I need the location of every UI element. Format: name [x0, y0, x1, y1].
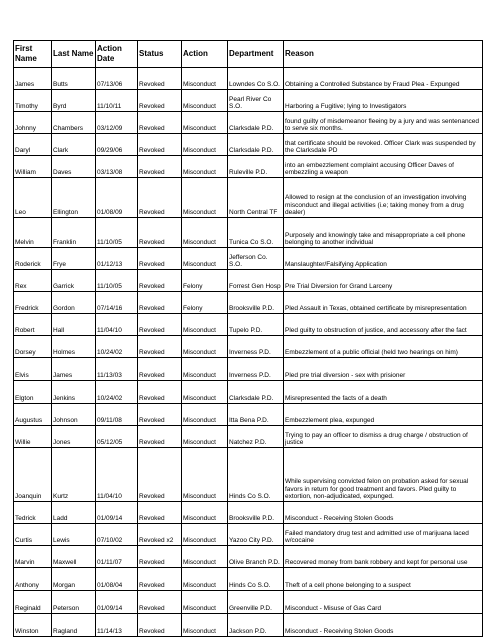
last-name-cell: Ellington	[52, 178, 96, 218]
table-row	[14, 404, 483, 426]
reason-cell: Embezzlement of a public official (held two hearings on him)	[284, 336, 483, 358]
department-cell: Forrest Gen Hosp	[228, 270, 284, 292]
last-name-cell: James	[52, 358, 96, 381]
action-cell: Misconduct	[182, 546, 228, 568]
first-name-cell: Dorsey	[14, 336, 52, 358]
department-cell: Brooksville P.D.	[228, 292, 284, 314]
action-cell: Misconduct	[182, 358, 228, 381]
table-row	[14, 292, 483, 314]
reason-cell: Embezzlement plea, expunged	[284, 404, 483, 426]
department-cell: Olive Branch P.D.	[228, 546, 284, 568]
revocation-table	[13, 40, 483, 637]
action-cell: Felony	[182, 270, 228, 292]
reason-cell: into an embezzlement complaint accusing Officer Daves of embezzling a weapon	[284, 156, 483, 178]
table-row	[14, 614, 483, 637]
action-cell: Misconduct	[182, 502, 228, 524]
first-name-cell: Timothy	[14, 90, 52, 112]
last-name-cell: Garrick	[52, 270, 96, 292]
department-cell: Yazoo City P.D.	[228, 524, 284, 546]
action-date-cell: 01/08/09	[96, 178, 138, 218]
reason-cell: Purposely and knowingly take and misappropriate a cell phone belonging to another individual	[284, 218, 483, 248]
table-row	[14, 336, 483, 358]
action-date-cell: 01/11/07	[96, 546, 138, 568]
status-cell: Revoked	[138, 314, 182, 336]
status-cell: Revoked	[138, 156, 182, 178]
first-name-cell: Roderick	[14, 248, 52, 270]
last-name-cell: Kurtz	[52, 448, 96, 502]
first-name-cell: Reginald	[14, 591, 52, 614]
status-cell: Revoked	[138, 292, 182, 314]
department-cell: Clarksdale P.D.	[228, 112, 284, 134]
action-cell: Misconduct	[182, 336, 228, 358]
action-cell: Misconduct	[182, 178, 228, 218]
department-cell: Brooksville P.D.	[228, 502, 284, 524]
reason-cell: While supervising convicted felon on probation asked for sexual favors in return for good treatment and favors. Pled guilty to extortion, non-adjudicated, expunged.	[284, 448, 483, 502]
status-cell: Revoked	[138, 404, 182, 426]
reason-cell: Theft of a cell phone belonging to a suspect	[284, 568, 483, 591]
status-cell: Revoked	[138, 112, 182, 134]
reason-cell: Manslaughter/Falsifying Application	[284, 248, 483, 270]
status-cell: Revoked	[138, 270, 182, 292]
table-row	[14, 112, 483, 134]
action-cell: Misconduct	[182, 156, 228, 178]
last-name-cell: Ladd	[52, 502, 96, 524]
status-cell: Revoked	[138, 134, 182, 156]
action-cell: Misconduct	[182, 426, 228, 448]
action-cell: Misconduct	[182, 90, 228, 112]
reason-cell: found guilty of misdemeanor fleeing by a jury and was sentenanced to serve six months.	[284, 112, 483, 134]
reason-cell: Pre Trial Diversion for Grand Larceny	[284, 270, 483, 292]
action-date-cell: 01/08/04	[96, 568, 138, 591]
status-cell: Revoked	[138, 178, 182, 218]
first-name-cell: Marvin	[14, 546, 52, 568]
department-cell: Hinds Co S.O.	[228, 448, 284, 502]
action-date-cell: 10/24/02	[96, 336, 138, 358]
reason-cell: Obtaining a Controlled Substance by Fraud Plea - Expunged	[284, 68, 483, 90]
action-cell: Misconduct	[182, 134, 228, 156]
action-cell: Misconduct	[182, 404, 228, 426]
table-row	[14, 134, 483, 156]
first-name-cell: Willie	[14, 426, 52, 448]
action-cell: Misconduct	[182, 614, 228, 637]
last-name-cell: Butts	[52, 68, 96, 90]
department-cell: Inverness P.D.	[228, 358, 284, 381]
reason-cell: Failed mandatory drug test and admitted use of marijuana laced w/cocaine	[284, 524, 483, 546]
action-date-cell: 01/09/14	[96, 502, 138, 524]
action-date-cell: 11/14/13	[96, 614, 138, 637]
first-name-cell: Fredrick	[14, 292, 52, 314]
table-row	[14, 568, 483, 591]
last-name-cell: Jones	[52, 426, 96, 448]
last-name-cell: Hall	[52, 314, 96, 336]
department-cell: Greenville P.D.	[228, 591, 284, 614]
status-cell: Revoked	[138, 568, 182, 591]
first-name-cell: Elvis	[14, 358, 52, 381]
action-cell: Misconduct	[182, 248, 228, 270]
department-cell: Lowndes Co S.O.	[228, 68, 284, 90]
first-name-cell: Melvin	[14, 218, 52, 248]
action-date-cell: 05/12/05	[96, 426, 138, 448]
reason-cell: Trying to pay an officer to dismiss a drug charge / obstruction of justice	[284, 426, 483, 448]
first-name-cell: Joanquin	[14, 448, 52, 502]
status-cell: Revoked	[138, 358, 182, 381]
header-action-date: Action Date	[96, 41, 138, 68]
last-name-cell: Maxwell	[52, 546, 96, 568]
action-cell: Misconduct	[182, 68, 228, 90]
department-cell: Jefferson Co. S.O.	[228, 248, 284, 270]
table-row	[14, 591, 483, 614]
table-row	[14, 448, 483, 502]
first-name-cell: Anthony	[14, 568, 52, 591]
table-row	[14, 426, 483, 448]
department-cell: Tunica Co S.O.	[228, 218, 284, 248]
table-row	[14, 546, 483, 568]
reason-cell: Misconduct - Receiving Stolen Goods	[284, 614, 483, 637]
header-row	[14, 41, 483, 68]
department-cell: Tupelo P.D.	[228, 314, 284, 336]
status-cell: Revoked	[138, 248, 182, 270]
first-name-cell: Robert	[14, 314, 52, 336]
action-date-cell: 11/10/05	[96, 218, 138, 248]
department-cell: Itta Bena P.D.	[228, 404, 284, 426]
department-cell: Clarksdale P.D.	[228, 134, 284, 156]
header-status: Status	[138, 41, 182, 68]
status-cell: Revoked	[138, 381, 182, 404]
last-name-cell: Ragland	[52, 614, 96, 637]
action-cell: Felony	[182, 292, 228, 314]
table-row	[14, 218, 483, 248]
status-cell: Revoked	[138, 591, 182, 614]
action-date-cell: 11/10/11	[96, 90, 138, 112]
department-cell: North Central TF	[228, 178, 284, 218]
last-name-cell: Peterson	[52, 591, 96, 614]
last-name-cell: Franklin	[52, 218, 96, 248]
action-date-cell: 09/29/06	[96, 134, 138, 156]
status-cell: Revoked	[138, 502, 182, 524]
department-cell: Ruleville P.D.	[228, 156, 284, 178]
action-date-cell: 07/14/16	[96, 292, 138, 314]
table-row	[14, 502, 483, 524]
department-cell: Hinds Co S.O.	[228, 568, 284, 591]
first-name-cell: Elgton	[14, 381, 52, 404]
action-cell: Misconduct	[182, 218, 228, 248]
last-name-cell: Gordon	[52, 292, 96, 314]
status-cell: Revoked	[138, 90, 182, 112]
action-date-cell: 11/10/05	[96, 270, 138, 292]
first-name-cell: Augustus	[14, 404, 52, 426]
header-reason: Reason	[284, 41, 483, 68]
last-name-cell: Frye	[52, 248, 96, 270]
reason-cell: that certificate should be revoked. Officer Clark was suspended by the Clarksdale PD	[284, 134, 483, 156]
action-date-cell: 01/09/14	[96, 591, 138, 614]
table-row	[14, 314, 483, 336]
action-cell: Misconduct	[182, 314, 228, 336]
action-date-cell: 11/04/10	[96, 314, 138, 336]
department-cell: Jackson P.D.	[228, 614, 284, 637]
status-cell: Revoked	[138, 336, 182, 358]
revocation-document	[13, 40, 482, 637]
action-date-cell: 11/04/10	[96, 448, 138, 502]
header-action: Action	[182, 41, 228, 68]
action-cell: Misconduct	[182, 568, 228, 591]
reason-cell: Pled Assault in Texas, obtained certificate by misrepresentation	[284, 292, 483, 314]
last-name-cell: Clark	[52, 134, 96, 156]
table-row	[14, 178, 483, 218]
header-department: Department	[228, 41, 284, 68]
status-cell: Revoked	[138, 218, 182, 248]
first-name-cell: Curtis	[14, 524, 52, 546]
header-last-name: Last Name	[52, 41, 96, 68]
action-date-cell: 07/10/02	[96, 524, 138, 546]
reason-cell: Misconduct - Misuse of Gas Card	[284, 591, 483, 614]
first-name-cell: Johnny	[14, 112, 52, 134]
first-name-cell: Winston	[14, 614, 52, 637]
header-first-name: First Name	[14, 41, 52, 68]
last-name-cell: Holmes	[52, 336, 96, 358]
action-date-cell: 07/13/06	[96, 68, 138, 90]
department-cell: Inverness P.D.	[228, 336, 284, 358]
table-row	[14, 248, 483, 270]
reason-cell: Misconduct - Receiving Stolen Goods	[284, 502, 483, 524]
status-cell: Revoked	[138, 614, 182, 637]
status-cell: Revoked x2	[138, 524, 182, 546]
action-cell: Misconduct	[182, 524, 228, 546]
last-name-cell: Daves	[52, 156, 96, 178]
last-name-cell: Jenkins	[52, 381, 96, 404]
last-name-cell: Lewis	[52, 524, 96, 546]
status-cell: Revoked	[138, 68, 182, 90]
status-cell: Revoked	[138, 426, 182, 448]
table-row	[14, 156, 483, 178]
first-name-cell: Leo	[14, 178, 52, 218]
reason-cell: Misrepresented the facts of a death	[284, 381, 483, 404]
action-date-cell: 11/13/03	[96, 358, 138, 381]
action-date-cell: 09/11/08	[96, 404, 138, 426]
table-row	[14, 358, 483, 381]
first-name-cell: Daryl	[14, 134, 52, 156]
action-date-cell: 03/12/09	[96, 112, 138, 134]
department-cell: Natchez P.D.	[228, 426, 284, 448]
department-cell: Clarksdale P.D.	[228, 381, 284, 404]
table-row	[14, 524, 483, 546]
last-name-cell: Chambers	[52, 112, 96, 134]
first-name-cell: Tedrick	[14, 502, 52, 524]
reason-cell: Pled pre trial diversion - sex with prisioner	[284, 358, 483, 381]
department-cell: Pearl River Co S.O.	[228, 90, 284, 112]
table-row	[14, 68, 483, 90]
action-date-cell: 03/13/08	[96, 156, 138, 178]
status-cell: Revoked	[138, 546, 182, 568]
action-cell: Misconduct	[182, 112, 228, 134]
action-date-cell: 01/12/13	[96, 248, 138, 270]
last-name-cell: Byrd	[52, 90, 96, 112]
reason-cell: Pled guilty to obstruction of justice, and accessory after the fact	[284, 314, 483, 336]
last-name-cell: Johnson	[52, 404, 96, 426]
table-row	[14, 270, 483, 292]
reason-cell: Recovered money from bank robbery and kept for personal use	[284, 546, 483, 568]
first-name-cell: Rex	[14, 270, 52, 292]
first-name-cell: William	[14, 156, 52, 178]
action-date-cell: 10/24/02	[96, 381, 138, 404]
table-row	[14, 90, 483, 112]
action-cell: Misconduct	[182, 448, 228, 502]
action-cell: Misconduct	[182, 591, 228, 614]
reason-cell: Harboring a Fugitive; lying to Investigators	[284, 90, 483, 112]
reason-cell: Allowed to resign at the conclusion of an investigation involving misconduct and illegal activities (i.e; taking money from a drug dealer)	[284, 178, 483, 218]
action-cell: Misconduct	[182, 381, 228, 404]
table-row	[14, 381, 483, 404]
status-cell: Revoked	[138, 448, 182, 502]
last-name-cell: Morgan	[52, 568, 96, 591]
first-name-cell: James	[14, 68, 52, 90]
